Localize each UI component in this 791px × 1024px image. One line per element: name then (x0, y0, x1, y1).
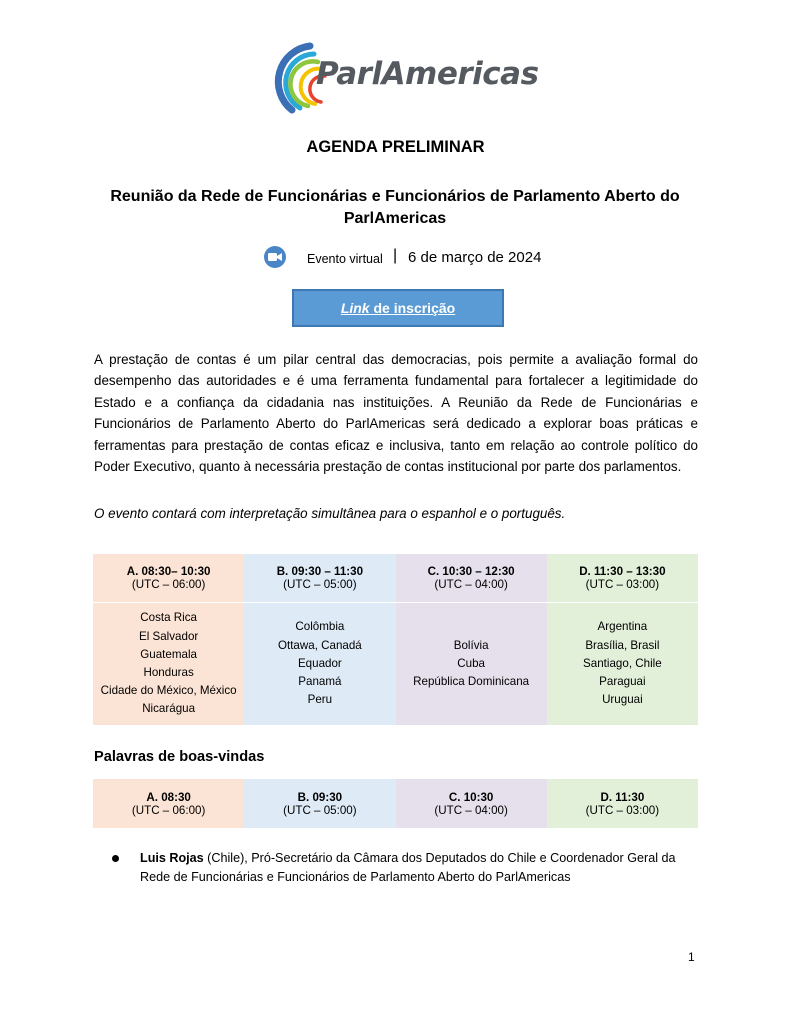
slot-time: B. 09:30 (297, 790, 343, 804)
slot-time: C. 10:30 – 12:30 (427, 565, 515, 578)
event-type: Evento virtual (307, 252, 383, 266)
schedule-countries-row (93, 603, 698, 726)
list-item (112, 849, 692, 886)
slot-utc: (UTC – 05:00) (283, 803, 357, 817)
event-separator: | (393, 247, 398, 264)
registration-link-rest[interactable]: de inscrição (369, 300, 456, 316)
slot-time: C. 10:30 (448, 790, 494, 804)
slot-time: B. 09:30 – 11:30 (276, 565, 364, 578)
registration-link-word[interactable]: Link (340, 300, 370, 316)
registration-link-label[interactable] (341, 300, 455, 316)
slot-time: D. 11:30 (600, 790, 645, 804)
speakers-list (112, 849, 692, 886)
schedule-slot-b (244, 554, 395, 603)
parlamericas-logo (262, 36, 539, 116)
schedule-slot-a (93, 554, 244, 603)
slot-time: A. 08:30– 10:30 (126, 565, 211, 578)
slot-utc: (UTC – 04:00) (434, 578, 508, 591)
intro-paragraph: A prestação de contas é um pilar central das democracias, pois permite a avaliação formal do desempenho das autoridades e é uma ferramenta fundamental para fortalecer a legitimidade do Estado e a confiança da cidadania nas instituições. A Reunião da Rede de Funcionárias e Funcionários de Parlamento Aberto do ParlAmericas será dedicado a explorar boas práticas e ferramentas para prestação de contas eficaz e inclusiva, tanto em relação ao controle político do Poder Executivo, quanto à necessária prestação de contas institucional por parte dos parlamentos. (94, 352, 698, 475)
video-camera-icon (264, 246, 286, 268)
schedule-header-row (93, 554, 698, 603)
logo-wordmark: ParlAmericas (316, 56, 539, 92)
meeting-subtitle: Reunião da Rede de Funcionárias e Funcionários de Parlamento Aberto do ParlAmericas (110, 188, 680, 227)
event-info (262, 244, 562, 272)
countries-slot-a: Costa Rica El Salvador Guatemala Honduras Cidade do México, México Nicarágua (93, 603, 244, 726)
event-date: 6 de março de 2024 (408, 249, 542, 266)
welcome-slot-a (93, 779, 244, 828)
welcome-times-row (93, 779, 698, 828)
agenda-title: AGENDA PRELIMINAR (306, 138, 485, 156)
bullet-icon (112, 855, 119, 862)
slot-utc: (UTC – 06:00) (131, 578, 206, 591)
interpretation-note: O evento contará com interpretação simultânea para o espanhol e o português. (94, 506, 566, 521)
schedule-table (93, 554, 698, 725)
speaker-details: (Chile), Pró-Secretário da Câmara dos Deputados do Chile e Coordenador Geral da Rede de Funcionárias e Funcionários de Parlamento Aberto do ParlAmericas (140, 851, 676, 884)
countries-slot-c: Bolívia Cuba República Dominicana (396, 603, 547, 726)
slot-time: D. 11:30 – 13:30 (579, 565, 666, 578)
welcome-slot-b (244, 779, 395, 828)
slot-utc: (UTC – 03:00) (585, 578, 660, 591)
page-number: 1 (688, 950, 695, 964)
slot-utc: (UTC – 03:00) (585, 803, 660, 817)
slot-time: A. 08:30 (146, 790, 191, 804)
countries-slot-b: Colômbia Ottawa, Canadá Equador Panamá Peru (244, 603, 395, 726)
registration-link-button[interactable] (292, 289, 504, 327)
welcome-slot-d (547, 779, 698, 828)
welcome-heading: Palavras de boas-vindas (94, 749, 265, 765)
slot-utc: (UTC – 04:00) (434, 803, 508, 817)
countries-slot-d: Argentina Brasília, Brasil Santiago, Chile Paraguai Uruguai (547, 603, 698, 726)
schedule-slot-d (547, 554, 698, 603)
slot-utc: (UTC – 05:00) (283, 578, 357, 591)
welcome-times-table (93, 779, 698, 828)
speaker-name: Luis Rojas (140, 851, 204, 865)
slot-utc: (UTC – 06:00) (131, 803, 206, 817)
welcome-slot-c (396, 779, 547, 828)
schedule-slot-c (396, 554, 547, 603)
